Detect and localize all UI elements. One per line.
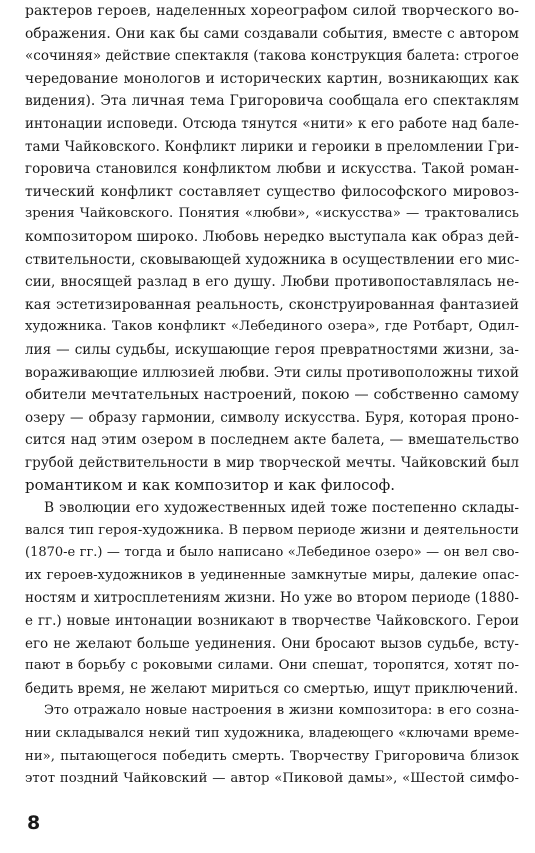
text-line: «сочиняя» действие спектакля (такова конструкция балета: строгое: [25, 48, 519, 65]
text-line: пают в борьбу с роковыми силами. Они спешат, торопятся, хотят по-: [25, 658, 519, 674]
text-line: зрения Чайковского. Понятия «любви», «искусства» — трактовались: [25, 206, 519, 222]
text-line: их героев-художников в уединенные замкнутые миры, далекие опас-: [25, 567, 519, 583]
text-line: обители мечтательных настроений, покою — собственно самому: [25, 387, 519, 404]
text-line: вался тип героя-художника. В первом периоде жизни и деятельности: [25, 522, 519, 538]
text-line: вораживающие иллюзией любви. Эти силы противоположны тихой: [25, 364, 519, 381]
body-text: [25, 0, 519, 791]
text-line: бедить время, не желают мириться со смертью, ищут приключений.: [25, 680, 519, 697]
text-line: е гг.) новые интонации возникают в творчестве Чайковского. Герои: [25, 613, 519, 630]
text-line: сии, вносящей разлад в его душу. Любви противопоставлялась не-: [25, 274, 519, 291]
text-line: видения). Эта личная тема Григоровича сообщала его спектаклям: [25, 93, 519, 110]
text-line: сится над этим озером в последнем акте балета, — вмешательство: [25, 432, 519, 449]
text-line: (1870-е гг.) — тогда и было написано «Лебединое озеро» — он вел сво-: [25, 545, 519, 561]
text-line: ображения. Они как бы сами создавали события, вместе с автором: [25, 25, 519, 42]
text-line: интонации исповеди. Отсюда тянутся «нити» к его работе над бале-: [25, 115, 519, 132]
text-line: грубой действительности в мир творческой мечты. Чайковский был: [25, 454, 519, 471]
text-line: тический конфликт составляет существо философского мировоз-: [25, 183, 519, 200]
text-line: этот поздний Чайковский — автор «Пиковой дамы», «Шестой симфо-: [25, 771, 519, 787]
text-line: рактеров героев, наделенных хореографом силой творческого во-: [25, 3, 519, 19]
page-number: 8: [27, 812, 41, 834]
text-line: лия — силы судьбы, искушающие героя превратностями жизни, за-: [25, 341, 519, 358]
text-line: ни», пытающегося победить смерть. Творчеству Григоровича близок: [25, 748, 519, 764]
text-line: горовича становился конфликтом любви и искусства. Такой роман-: [25, 161, 519, 178]
text-line: его не желают больше уединения. Они бросают вызов судьбе, всту-: [25, 635, 519, 652]
text-line: композитором широко. Любовь нередко выступала как образ дей-: [25, 228, 519, 245]
text-line: Это отражало новые настроения в жизни композитора: в его сознa-: [44, 703, 519, 719]
text-line: художника. Таков конфликт «Лебединого озера», где Ротбарт, Одил-: [25, 319, 519, 335]
text-line: романтиком и как композитор и как философ.: [25, 476, 396, 495]
text-line: кая эстетизированная реальность, сконструированная фантазией: [25, 296, 519, 313]
text-line: озеру — образу гармонии, символу искусства. Буря, которая проно-: [25, 409, 519, 426]
text-line: чередование монологов и исторических картин, возникающих как: [25, 70, 519, 87]
text-line: В эволюции его художественных идей тоже постепенно склады-: [44, 500, 519, 517]
text-line: тами Чайковского. Конфликт лирики и героики в преломлении Гри-: [25, 138, 519, 155]
text-line: нии складывался некий тип художника, владеющего «ключами време-: [25, 726, 519, 741]
text-line: ностям и хитросплетениям жизни. Но уже во втором периоде (1880-: [25, 590, 519, 607]
text-line: ствительности, сковывающей художника в осуществлении его мис-: [25, 251, 519, 268]
